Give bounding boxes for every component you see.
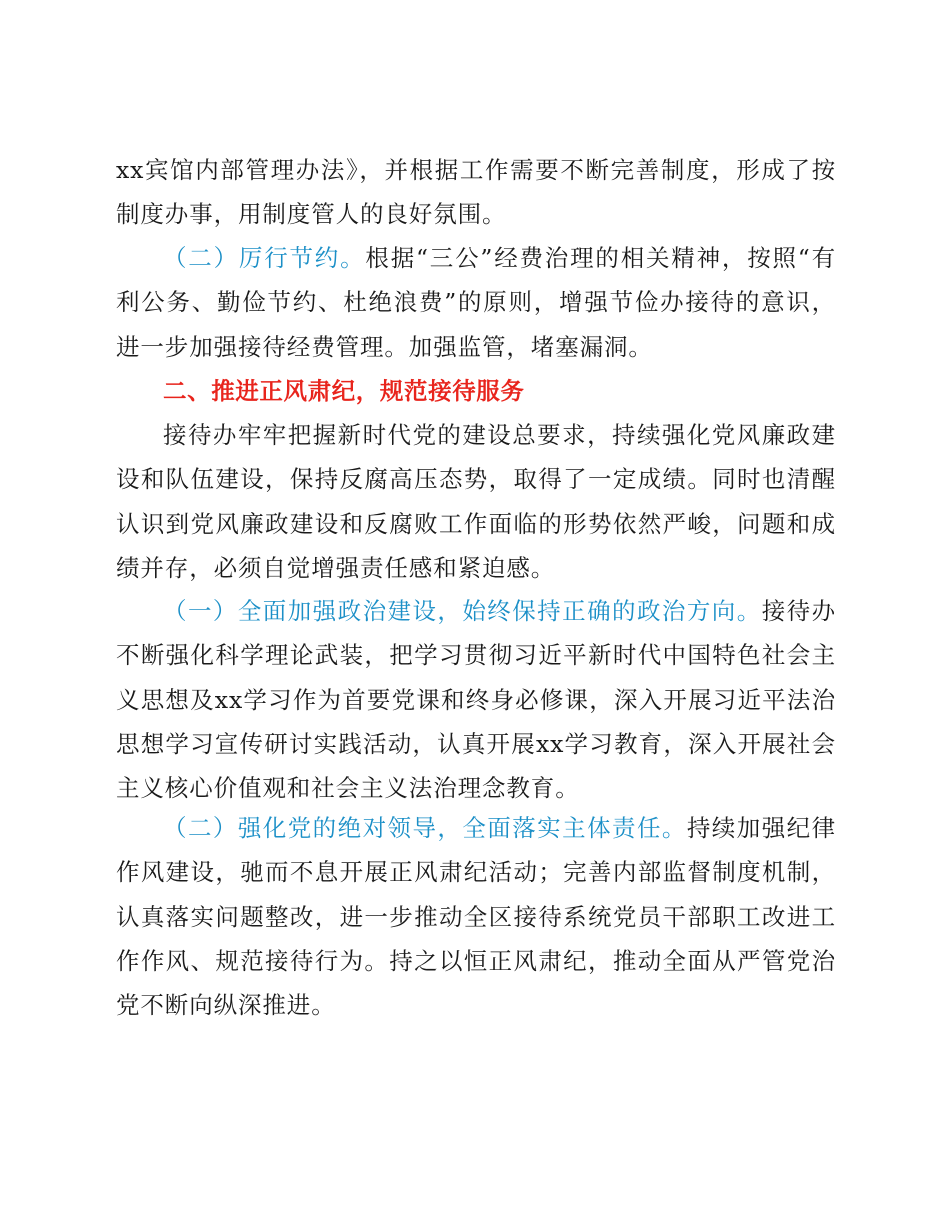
subsection-2-2-2-paragraph bbox=[116, 806, 836, 1027]
subsection-2-1-body: 根据“三公”经费治理的相关精神，按照“有利公务、勤俭节约、杜绝浪费”的原则，增强节俭办接待的意识，进一步加强接待经费管理。加强监管，堵塞漏洞。 bbox=[116, 244, 836, 361]
section-2-intro-text: 接待办牢牢把握新时代党的建设总要求，持续强化党风廉政建设和队伍建设，保持反腐高压态势，取得了一定成绩。同时也清醒认识到党风廉政建设和反腐败工作面临的形势依然严峻，问题和成绩并存，必须自觉增强责任感和紧迫感。 bbox=[116, 421, 836, 582]
section-2-intro-paragraph bbox=[116, 413, 836, 590]
continuation-text: xx宾馆内部管理办法》，并根据工作需要不断完善制度，形成了按制度办事，用制度管人的良好氛围。 bbox=[116, 156, 836, 229]
subsection-2-1-paragraph bbox=[116, 236, 836, 369]
subsection-2-2-1-heading: （一）全面加强政治建设，始终保持正确的政治方向。 bbox=[163, 597, 762, 625]
subsection-2-2-1-paragraph bbox=[116, 589, 836, 810]
subsection-2-2-2-body: 持续加强纪律作风建设，驰而不息开展正风肃纪活动；完善内部监督制度机制，认真落实问题整改，进一步推动全区接待系统党员干部职工改进工作作风、规范接待行为。持之以恒正风肃纪，推动全面从严管党治党不断向纵深推进。 bbox=[116, 814, 836, 1020]
continuation-paragraph bbox=[116, 148, 836, 237]
subsection-2-1-heading: （二）厉行节约。 bbox=[163, 244, 366, 272]
subsection-2-2-1-body: 接待办不断强化科学理论武装，把学习贯彻习近平新时代中国特色社会主义思想及xx学习作为首要党课和终身必修课，深入开展习近平法治思想学习宣传研讨实践活动，认真开展xx学习教育，深入开展社会主义核心价值观和社会主义法治理念教育。 bbox=[116, 597, 836, 803]
subsection-2-2-2-heading: （二）强化党的绝对领导，全面落实主体责任。 bbox=[163, 814, 687, 842]
section-2-heading: 二、推进正风肃纪，规范接待服务 bbox=[163, 377, 525, 405]
